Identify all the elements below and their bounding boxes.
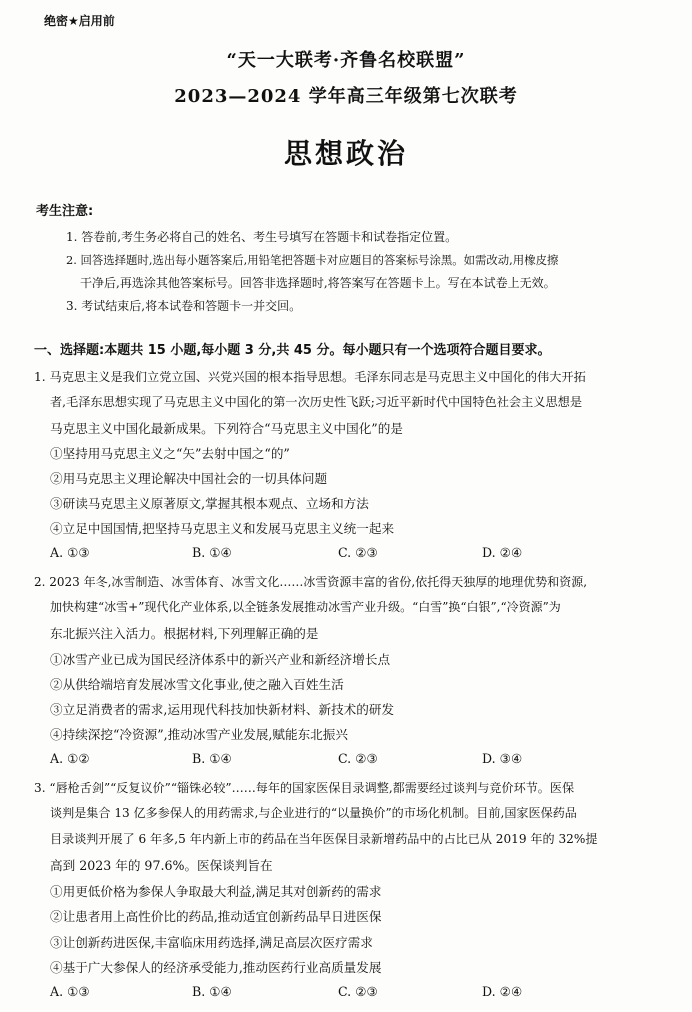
option-item: ④基于广大参保人的经济承受能力,推动医药行业高质量发展 bbox=[50, 960, 382, 975]
choice-b: B. ①④ bbox=[192, 545, 232, 560]
question-stem-line: 2. 2023 年冬,冰雪制造、冰雪体育、冰雪文化……冰雪资源丰富的省份,依托得天独厚的地理优势和资源, bbox=[34, 575, 588, 589]
question-stem-line: 目录谈判开展了 6 年多,5 年内新上市的药品在当年医保目录新增药品中的占比已从 2019 年的 32%提 bbox=[50, 832, 598, 846]
subject-title: 思想政治 bbox=[283, 137, 408, 170]
option-item: ②让患者用上高性价比的药品,推动适宜创新药品早日进医保 bbox=[50, 909, 382, 924]
question-stem-line: 马克思主义中国化最新成果。下列符合“马克思主义中国化”的是 bbox=[50, 421, 403, 436]
option-item: ③立足消费者的需求,运用现代科技加快新材料、新技术的研发 bbox=[50, 702, 395, 717]
notice-heading: 考生注意: bbox=[36, 204, 94, 219]
question-stem-line: 1. 马克思主义是我们立党立国、兴党兴国的根本指导思想。毛泽东同志是马克思主义中国化的伟大开拓 bbox=[34, 370, 586, 384]
option-item: ②从供给端培育发展冰雪文化事业,使之融入百姓生活 bbox=[50, 677, 344, 692]
option-item: ③研读马克思主义原著原文,掌握其根本观点、立场和方法 bbox=[50, 496, 369, 511]
notice-line: 1. 答卷前,考生务必将自己的姓名、考生号填写在答题卡和试卷指定位置。 bbox=[66, 230, 458, 244]
secret-mark: 绝密★启用前 bbox=[44, 14, 115, 28]
choice-b: B. ①④ bbox=[192, 984, 232, 999]
question-stem-line: 东北振兴注入活力。根据材料,下列理解正确的是 bbox=[50, 626, 319, 641]
notice-line: 2. 回答选择题时,选出每小题答案后,用铅笔把答题卡对应题目的答案标号涂黑。如需改动,用橡皮擦 bbox=[66, 253, 559, 267]
question-stem-line: 3. “唇枪舌剑”“反复议价”“锱铢必较”……每年的国家医保目录调整,都需要经过谈判与竞价环节。医保 bbox=[34, 781, 575, 795]
choice-d: D. ③④ bbox=[482, 751, 523, 766]
choice-a: A. ①② bbox=[50, 751, 90, 766]
choice-b: B. ①④ bbox=[192, 751, 232, 766]
exam-title-line1: “天一大联考·齐鲁名校联盟” bbox=[226, 50, 466, 71]
option-item: ②用马克思主义理论解决中国社会的一切具体问题 bbox=[50, 471, 328, 486]
choice-a: A. ①③ bbox=[50, 984, 90, 999]
question-stem-line: 高到 2023 年的 97.6%。医保谈判旨在 bbox=[50, 858, 273, 873]
choice-c: C. ②③ bbox=[338, 751, 378, 766]
choice-c: C. ②③ bbox=[338, 545, 378, 560]
option-item: ①用更低价格为参保人争取最大利益,满足其对创新药的需求 bbox=[50, 884, 382, 899]
notice-line: 3. 考试结束后,将本试卷和答题卡一并交回。 bbox=[66, 299, 302, 313]
choice-d: D. ②④ bbox=[482, 545, 523, 560]
question-stem-line: 者,毛泽东思想实现了马克思主义中国化的第一次历史性飞跃;习近平新时代中国特色社会主义思想是 bbox=[50, 395, 583, 409]
exam-title-line2: 2023—2024 学年高三年级第七次联考 bbox=[174, 86, 518, 107]
notice-line: 干净后,再选涂其他答案标号。回答非选择题时,将答案写在答题卡上。写在本试卷上无效。 bbox=[80, 276, 556, 290]
option-item: ④持续深挖“冷资源”,推动冰雪产业发展,赋能东北振兴 bbox=[50, 727, 348, 742]
question-stem-line: 谈判是集合 13 亿多参保人的用药需求,与企业进行的“以量换价”的市场化机制。目前,国家医保药品 bbox=[50, 806, 577, 820]
option-item: ①冰雪产业已成为国民经济体系中的新兴产业和新经济增长点 bbox=[50, 652, 391, 667]
question-stem-line: 加快构建“冰雪+”现代化产业体系,以全链条发展推动冰雪产业升级。“白雪”换“白银”,“冷资源”为 bbox=[50, 600, 561, 614]
option-item: ④立足中国国情,把坚持马克思主义和发展马克思主义统一起来 bbox=[50, 521, 395, 536]
option-item: ①坚持用马克思主义之“矢”去射中国之“的” bbox=[50, 446, 290, 461]
choice-c: C. ②③ bbox=[338, 984, 378, 999]
choice-d: D. ②④ bbox=[482, 984, 523, 999]
section-heading: 一、选择题:本题共 15 小题,每小题 3 分,共 45 分。每小题只有一个选项符合题目要求。 bbox=[34, 343, 551, 358]
option-item: ③让创新药进医保,丰富临床用药选择,满足高层次医疗需求 bbox=[50, 935, 373, 950]
choice-a: A. ①③ bbox=[50, 545, 90, 560]
